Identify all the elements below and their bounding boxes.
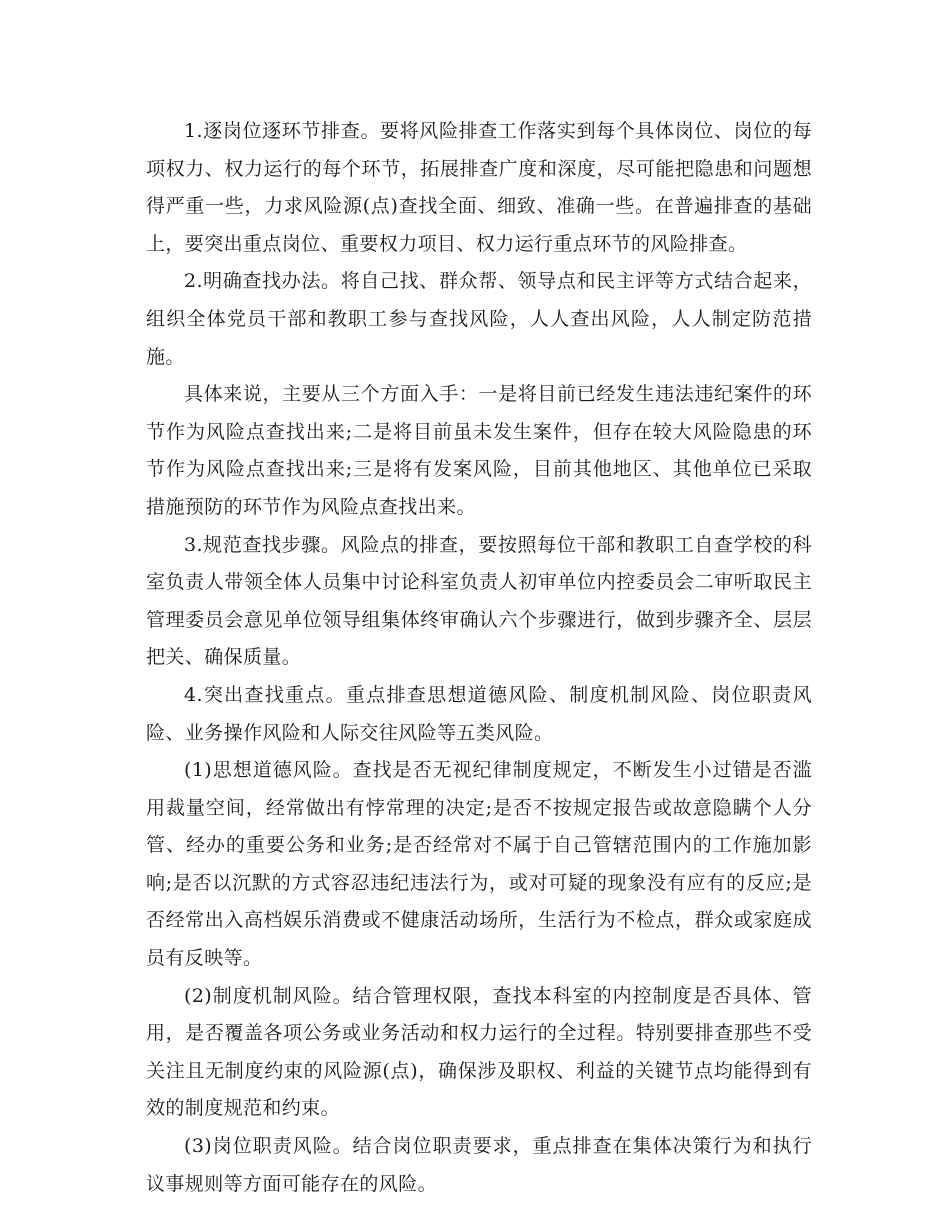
paragraph-1: 1.逐岗位逐环节排查。要将风险排查工作落实到每个具体岗位、岗位的每项权力、权力运行的每个环节，拓展排查广度和深度，尽可能把隐患和问题想得严重一些，力求风险源(点)查找全面、细致、准确一些。在普遍排查的基础上，要突出重点岗位、重要权力项目、权力运行重点环节的风险排查。 <box>146 120 812 255</box>
paragraph-7: (2)制度机制风险。结合管理权限，查找本科室的内控制度是否具体、管用，是否覆盖各项公务或业务活动和权力运行的全过程。特别要排查那些不受关注且无制度约束的风险源(点)，确保涉及职权、利益的关键节点均能得到有效的制度规范和约束。 <box>146 984 812 1120</box>
paragraph-2: 2.明确查找办法。将自己找、群众帮、领导点和民主评等方式结合起来，组织全体党员干部和教职工参与查找风险，人人查出风险，人人制定防范措施。 <box>146 270 812 368</box>
paragraph-8: (3)岗位职责风险。结合岗位职责要求，重点排查在集体决策行为和执行议事规则等方面可能存在的风险。 <box>146 1135 812 1195</box>
paragraph-6: (1)思想道德风险。查找是否无视纪律制度规定，不断发生小过错是否滥用裁量空间，经常做出有悖常理的决定;是否不按规定报告或故意隐瞒个人分管、经办的重要公务和业务;是否经常对不属于自己管辖范围内的工作施加影响;是否以沉默的方式容忍违纪违法行为，或对可疑的现象没有应有的反应;是否经常出入高档娱乐消费或不健康活动场所，生活行为不检点，群众或家庭成员有反映等。 <box>146 759 812 970</box>
paragraph-3: 具体来说，主要从三个方面入手：一是将目前已经发生违法违纪案件的环节作为风险点查找出来;二是将目前虽未发生案件，但存在较大风险隐患的环节作为风险点查找出来;三是将有发案风险，目前其他地区、其他单位已采取措施预防的环节作为风险点查找出来。 <box>146 383 812 518</box>
document-body <box>146 113 812 1203</box>
paragraph-4: 3.规范查找步骤。风险点的排查，要按照每位干部和教职工自查学校的科室负责人带领全体人员集中讨论科室负责人初审单位内控委员会二审听取民主管理委员会意见单位领导组集体终审确认六个步骤进行，做到步骤齐全、层层把关、确保质量。 <box>146 533 812 669</box>
paragraph-5: 4.突出查找重点。重点排查思想道德风险、制度机制风险、岗位职责风险、业务操作风险和人际交往风险等五类风险。 <box>146 683 812 744</box>
